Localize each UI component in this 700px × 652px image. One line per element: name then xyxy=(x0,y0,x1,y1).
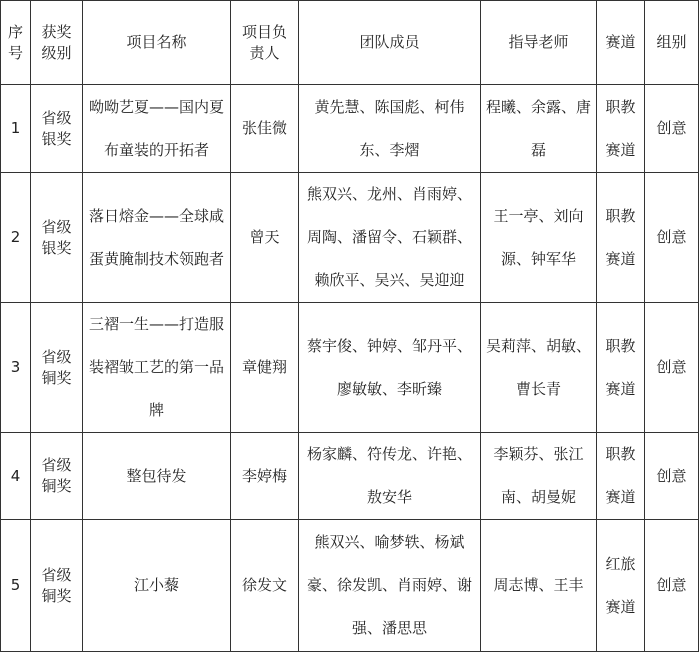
cell-index: 2 xyxy=(1,173,31,303)
cell-advisors: 程曦、余露、唐磊 xyxy=(481,85,597,173)
cell-group: 创意 xyxy=(645,173,699,303)
cell-group: 创意 xyxy=(645,85,699,173)
cell-group: 创意 xyxy=(645,433,699,520)
header-index: 序号 xyxy=(1,1,31,85)
cell-track: 红旅赛道 xyxy=(597,520,645,652)
cell-index: 5 xyxy=(1,520,31,652)
cell-level: 省级铜奖 xyxy=(31,433,83,520)
header-members: 团队成员 xyxy=(299,1,481,85)
table-row xyxy=(1,85,699,173)
cell-leader: 李婷梅 xyxy=(231,433,299,520)
cell-track: 职教赛道 xyxy=(597,433,645,520)
cell-group: 创意 xyxy=(645,520,699,652)
header-track: 赛道 xyxy=(597,1,645,85)
header-project: 项目名称 xyxy=(83,1,231,85)
table-row xyxy=(1,520,699,652)
cell-members: 黄先慧、陈国彪、柯伟东、李熠 xyxy=(299,85,481,173)
header-group: 组别 xyxy=(645,1,699,85)
cell-index: 4 xyxy=(1,433,31,520)
cell-project: 整包待发 xyxy=(83,433,231,520)
cell-members: 蔡宇俊、钟婷、邹丹平、廖敏敏、李昕臻 xyxy=(299,303,481,433)
header-leader: 项目负责人 xyxy=(231,1,299,85)
table-row xyxy=(1,433,699,520)
cell-project: 江小藜 xyxy=(83,520,231,652)
table-row xyxy=(1,173,699,303)
cell-leader: 曾天 xyxy=(231,173,299,303)
cell-level: 省级银奖 xyxy=(31,85,83,173)
cell-index: 3 xyxy=(1,303,31,433)
cell-members: 熊双兴、喻梦轶、杨斌豪、徐发凯、肖雨婷、谢强、潘思思 xyxy=(299,520,481,652)
cell-level: 省级银奖 xyxy=(31,173,83,303)
cell-track: 职教赛道 xyxy=(597,173,645,303)
header-advisors: 指导老师 xyxy=(481,1,597,85)
cell-advisors: 周志博、王丰 xyxy=(481,520,597,652)
cell-leader: 张佳微 xyxy=(231,85,299,173)
cell-members: 杨家麟、符传龙、许艳、敖安华 xyxy=(299,433,481,520)
cell-project: 落日熔金——全球咸蛋黄腌制技术领跑者 xyxy=(83,173,231,303)
cell-level: 省级铜奖 xyxy=(31,520,83,652)
cell-track: 职教赛道 xyxy=(597,85,645,173)
cell-leader: 徐发文 xyxy=(231,520,299,652)
cell-index: 1 xyxy=(1,85,31,173)
cell-project: 三褶一生——打造服装褶皱工艺的第一品牌 xyxy=(83,303,231,433)
cell-advisors: 李颖芬、张江南、胡曼妮 xyxy=(481,433,597,520)
cell-project: 呦呦艺夏——国内夏布童装的开拓者 xyxy=(83,85,231,173)
cell-leader: 章健翔 xyxy=(231,303,299,433)
cell-track: 职教赛道 xyxy=(597,303,645,433)
table-row xyxy=(1,303,699,433)
cell-group: 创意 xyxy=(645,303,699,433)
header-row xyxy=(1,1,699,85)
header-level: 获奖级别 xyxy=(31,1,83,85)
cell-level: 省级铜奖 xyxy=(31,303,83,433)
cell-advisors: 王一亭、刘向源、钟军华 xyxy=(481,173,597,303)
cell-members: 熊双兴、龙州、肖雨婷、周陶、潘留令、石颖群、赖欣平、吴兴、吴迎迎 xyxy=(299,173,481,303)
cell-advisors: 吴莉萍、胡敏、曹长青 xyxy=(481,303,597,433)
